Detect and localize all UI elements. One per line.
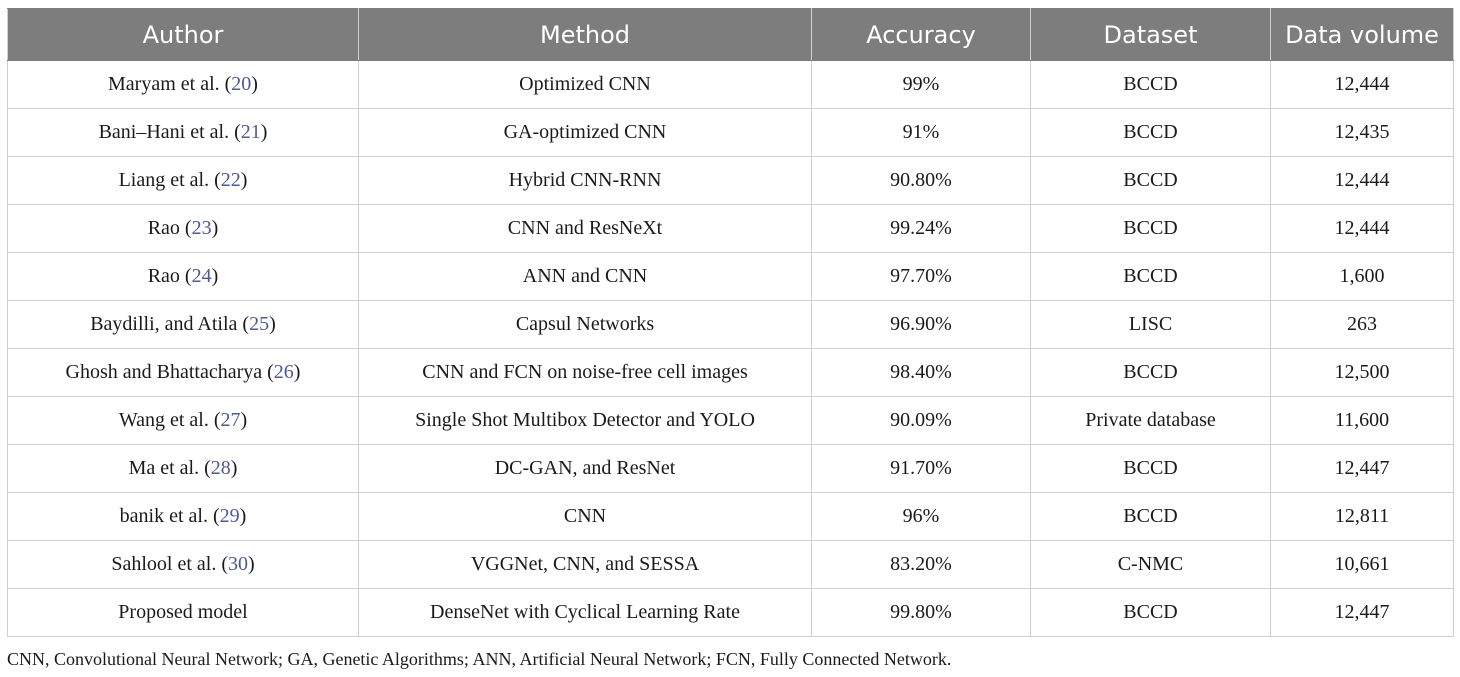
dataset-cell: BCCD [1031,157,1271,205]
author-paren-close: ) [260,121,268,143]
method-cell: Capsul Networks [359,301,812,349]
data-volume-cell: 10,661 [1271,541,1454,589]
accuracy-cell: 99% [812,61,1031,109]
accuracy-cell: 98.40% [812,349,1031,397]
table-row [8,541,1454,589]
header-method: Method [359,9,812,61]
accuracy-cell: 90.09% [812,397,1031,445]
data-volume-cell: 12,500 [1271,349,1454,397]
citation-link[interactable]: 29 [219,505,240,527]
method-cell: CNN and ResNeXt [359,205,812,253]
header-dataset: Dataset [1031,9,1271,61]
header-data-volume: Data volume [1271,9,1454,61]
dataset-cell: BCCD [1031,61,1271,109]
table-row [8,397,1454,445]
author-cell [8,349,359,397]
data-volume-cell: 12,811 [1271,493,1454,541]
author-name: banik et al. ( [119,505,220,527]
author-cell [8,445,359,493]
table-row [8,253,1454,301]
method-cell: Single Shot Multibox Detector and YOLO [359,397,812,445]
dataset-cell: BCCD [1031,445,1271,493]
table-row [8,349,1454,397]
author-name: Liang et al. ( [118,169,221,191]
author-paren-close: ) [211,217,219,239]
data-volume-cell: 12,444 [1271,205,1454,253]
citation-link[interactable]: 22 [220,169,241,191]
author-cell [8,397,359,445]
header-accuracy: Accuracy [812,9,1031,61]
author-name: Rao ( [147,265,192,287]
author-name: Maryam et al. ( [108,73,232,95]
author-paren-close: ) [240,409,248,431]
data-volume-cell: 12,447 [1271,445,1454,493]
author-cell [8,61,359,109]
accuracy-cell: 96.90% [812,301,1031,349]
citation-link[interactable]: 21 [240,121,261,143]
author-paren-close: ) [211,265,219,287]
dataset-cell: BCCD [1031,109,1271,157]
accuracy-cell: 83.20% [812,541,1031,589]
method-cell: DC-GAN, and ResNet [359,445,812,493]
method-cell: ANN and CNN [359,253,812,301]
table-row [8,301,1454,349]
comparison-table [7,8,1454,637]
method-cell: Optimized CNN [359,61,812,109]
dataset-cell: Private database [1031,397,1271,445]
data-volume-cell: 12,435 [1271,109,1454,157]
dataset-cell: BCCD [1031,253,1271,301]
citation-link[interactable]: 24 [191,265,212,287]
dataset-cell: BCCD [1031,493,1271,541]
author-name: Ma et al. ( [128,457,211,479]
dataset-cell: BCCD [1031,349,1271,397]
author-name: Rao ( [147,217,192,239]
author-name: Wang et al. ( [118,409,221,431]
author-paren-close: ) [269,313,276,335]
method-cell: CNN and FCN on noise-free cell images [359,349,812,397]
dataset-cell: BCCD [1031,205,1271,253]
citation-link[interactable]: 26 [273,361,294,383]
data-volume-cell: 12,444 [1271,157,1454,205]
method-cell: GA-optimized CNN [359,109,812,157]
dataset-cell: BCCD [1031,589,1271,637]
accuracy-cell: 99.24% [812,205,1031,253]
data-volume-cell: 12,447 [1271,589,1454,637]
author-name: Ghosh and Bhattacharya ( [65,361,274,383]
table-row [8,61,1454,109]
author-name: Bani–Hani et al. ( [98,121,241,143]
table-row [8,157,1454,205]
accuracy-cell: 90.80% [812,157,1031,205]
author-paren-close: ) [293,361,301,383]
author-cell [8,301,359,349]
table-body [8,61,1454,637]
method-cell: CNN [359,493,812,541]
author-paren-close: ) [240,169,248,191]
citation-link[interactable]: 30 [227,553,248,575]
dataset-cell: C-NMC [1031,541,1271,589]
comparison-table-container [7,8,1453,637]
table-row [8,445,1454,493]
table-footnote: CNN, Convolutional Neural Network; GA, Genetic Algorithms; ANN, Artificial Neural Network; FCN, Fully Connected Network. [7,649,952,669]
table-row [8,493,1454,541]
data-volume-cell: 11,600 [1271,397,1454,445]
author-paren-close: ) [239,505,247,527]
header-author: Author [8,9,359,61]
data-volume-cell: 12,444 [1271,61,1454,109]
accuracy-cell: 91.70% [812,445,1031,493]
table-header [8,9,1454,61]
accuracy-cell: 91% [812,109,1031,157]
data-volume-cell: 1,600 [1271,253,1454,301]
accuracy-cell: 99.80% [812,589,1031,637]
author-cell [8,493,359,541]
author-name: Baydilli, and Atila ( [90,313,250,335]
author-paren-close: ) [247,553,255,575]
table-row [8,109,1454,157]
citation-link[interactable]: 25 [249,313,270,335]
table-row [8,205,1454,253]
citation-link[interactable]: 23 [191,217,212,239]
author-cell [8,109,359,157]
author-cell [8,541,359,589]
header-row [8,9,1454,61]
citation-link[interactable]: 20 [231,73,252,95]
dataset-cell: LISC [1031,301,1271,349]
table-row [8,589,1454,637]
author-cell [8,157,359,205]
author-cell [8,589,359,637]
author-paren-close: ) [230,457,238,479]
author-name: Sahlool et al. ( [111,553,228,575]
data-volume-cell: 263 [1271,301,1454,349]
method-cell: DenseNet with Cyclical Learning Rate [359,589,812,637]
method-cell: VGGNet, CNN, and SESSA [359,541,812,589]
method-cell: Hybrid CNN-RNN [359,157,812,205]
citation-link[interactable]: 28 [210,457,231,479]
author-cell [8,253,359,301]
author-paren-close: ) [251,73,258,95]
citation-link[interactable]: 27 [220,409,241,431]
accuracy-cell: 96% [812,493,1031,541]
accuracy-cell: 97.70% [812,253,1031,301]
author-name: Proposed model [118,601,248,623]
author-cell [8,205,359,253]
